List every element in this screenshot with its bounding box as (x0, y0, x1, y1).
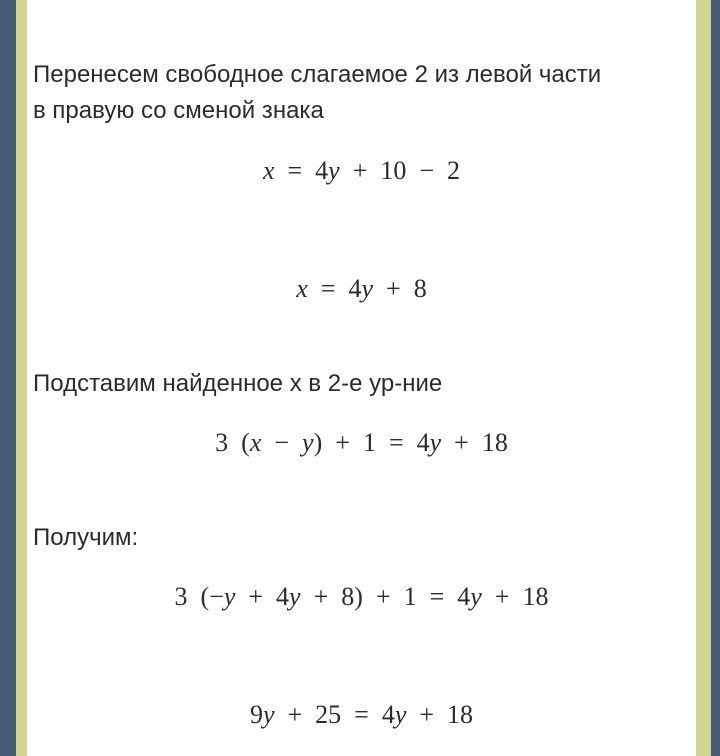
equation-4: 3 (−y + 4y + 8) + 1 = 4y + 18 (174, 582, 549, 611)
equation-1: x = 4y + 10 − 2 (262, 156, 461, 185)
step2-text: Подставим найденное x в 2-е ур-ние (33, 370, 443, 397)
step1-text-line2: в правую со сменой знака (33, 97, 324, 124)
solution-card (27, 0, 696, 756)
equation-5: 9y + 25 = 4y + 18 (249, 700, 474, 729)
equation-3: 3 (x − y) + 1 = 4y + 18 (215, 428, 508, 457)
step1-text-line1: Перенесем свободное слагаемое 2 из левой части (33, 61, 602, 88)
step3-text: Получим: (33, 524, 139, 551)
equation-2: x = 4y + 8 (296, 274, 427, 303)
